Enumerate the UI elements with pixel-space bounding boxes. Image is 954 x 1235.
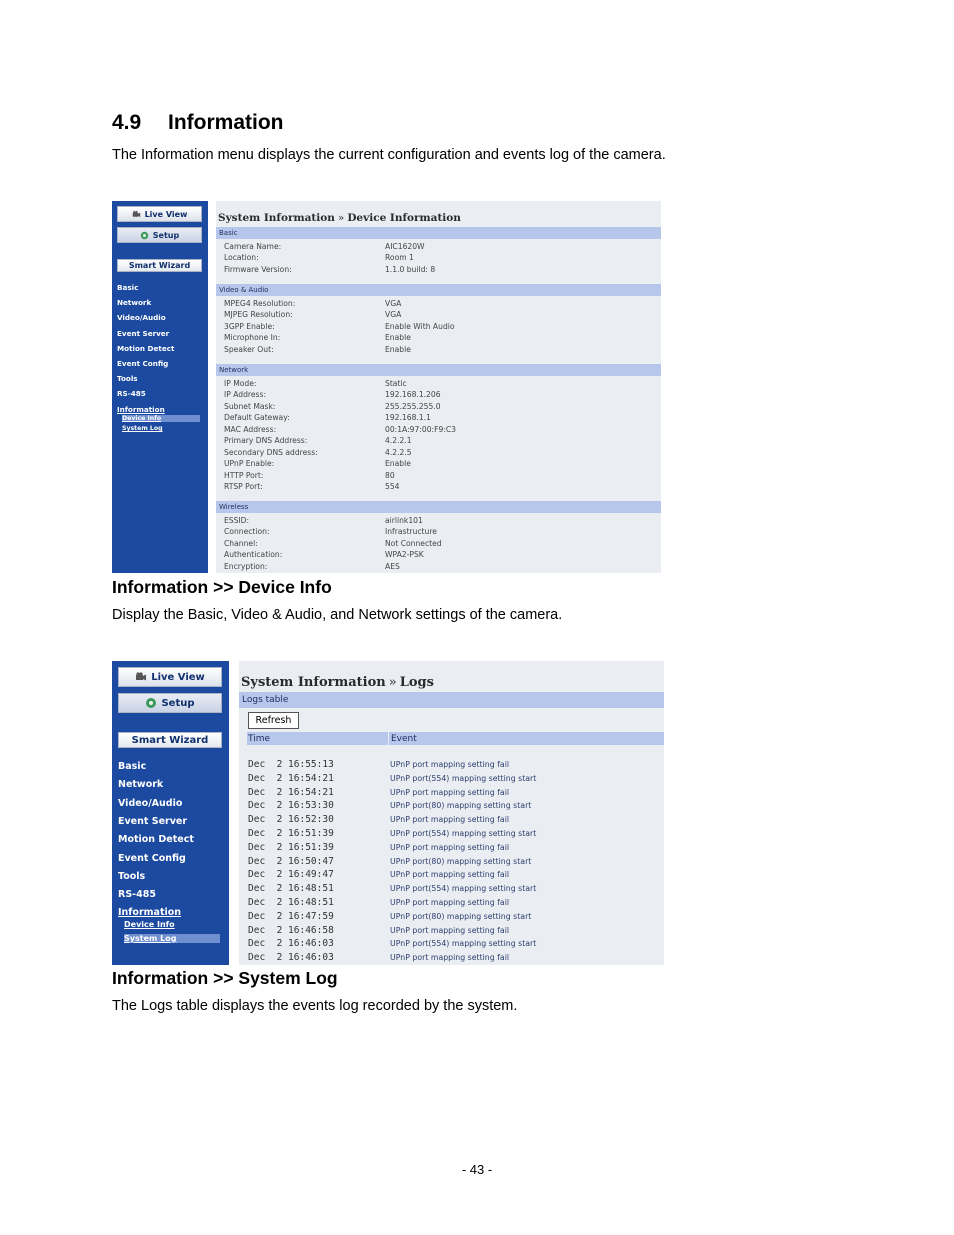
info-row: [224, 390, 654, 401]
info-row: [224, 436, 654, 447]
nav-item-rs-485[interactable]: RS-485: [118, 889, 156, 901]
intro-paragraph: The Information menu displays the current configuration and events log of the camera.: [112, 147, 666, 163]
nav-item-basic[interactable]: Basic: [117, 283, 139, 292]
log-time: Dec 2 16:51:39: [248, 828, 334, 839]
log-row: [248, 952, 658, 965]
info-row: [224, 253, 654, 264]
log-time: Dec 2 16:54:21: [248, 772, 334, 784]
setup-button[interactable]: [118, 693, 222, 713]
info-row: [224, 265, 654, 276]
info-row: [224, 448, 654, 459]
info-label: Secondary DNS address:: [224, 447, 318, 457]
info-row: [224, 425, 654, 436]
title-separator: »: [388, 675, 397, 690]
title-device-information: Device Information: [347, 212, 461, 224]
info-value: VGA: [385, 299, 402, 308]
device-info-paragraph: Display the Basic, Video & Audio, and Network settings of the camera.: [112, 607, 563, 623]
log-row: [248, 814, 658, 827]
info-value: AIC1620W: [385, 242, 425, 251]
camera-icon: [135, 671, 147, 683]
info-label: MJPEG Resolution:: [224, 310, 293, 320]
nav-item-event-server[interactable]: Event Server: [118, 815, 188, 827]
info-label: Speaker Out:: [224, 344, 274, 354]
log-time: Dec 2 16:46:58: [248, 924, 334, 936]
log-event: UPnP port(80) mapping setting start: [390, 801, 532, 811]
setup-label: Setup: [152, 230, 180, 240]
device-info-screenshot: [112, 201, 661, 573]
info-value: 4.2.2.1: [385, 436, 412, 446]
nav-item-tools[interactable]: Tools: [117, 374, 138, 384]
info-row: [224, 482, 654, 493]
nav-item-event-server[interactable]: Event Server: [117, 328, 170, 338]
refresh-button[interactable]: Refresh: [248, 712, 299, 729]
log-event: UPnP port mapping setting fail: [390, 953, 510, 963]
info-value: 00:1A:97:00:F9:C3: [385, 424, 457, 434]
info-label: Subnet Mask:: [224, 401, 276, 411]
log-event: UPnP port(554) mapping setting start: [390, 939, 537, 949]
log-time: Dec 2 16:53:30: [248, 800, 334, 812]
nav-item-event-config[interactable]: Event Config: [118, 852, 186, 864]
info-value: AES: [385, 561, 400, 571]
title-separator: »: [337, 212, 345, 224]
nav-sub-system-log[interactable]: System Log: [124, 934, 220, 943]
log-row: [248, 897, 658, 910]
log-time: Dec 2 16:52:30: [248, 814, 334, 826]
log-row: [248, 856, 658, 869]
info-row: [224, 527, 654, 538]
info-label: RTSP Port:: [224, 482, 263, 492]
log-row: [248, 883, 658, 896]
info-row: [224, 242, 654, 253]
live-view-button[interactable]: [118, 667, 222, 687]
info-row: [224, 539, 654, 550]
setup-label: Setup: [161, 697, 195, 709]
log-event: UPnP port mapping setting fail: [390, 842, 510, 852]
title-system-information: System Information: [218, 212, 335, 224]
log-event: UPnP port(554) mapping setting start: [390, 829, 537, 838]
logs-table-header: [247, 732, 664, 745]
info-value: WPA2-PSK: [385, 550, 424, 560]
camera-icon: [132, 210, 141, 219]
nav-item-motion-detect[interactable]: Motion Detect: [118, 834, 194, 846]
live-view-label: Live View: [151, 671, 205, 683]
info-row: [224, 516, 654, 527]
log-time: Dec 2 16:55:13: [248, 759, 334, 770]
sidebar: [112, 661, 229, 965]
section-bar-video-audio: Video & Audio: [216, 284, 661, 296]
info-row: [224, 459, 654, 470]
info-label: Camera Name:: [224, 242, 282, 251]
nav-sub-device-info[interactable]: Device Info: [124, 920, 175, 930]
log-time: Dec 2 16:51:39: [248, 841, 334, 853]
log-row: [248, 911, 658, 924]
info-value: Infrastructure: [385, 527, 437, 537]
info-label: Connection:: [224, 527, 270, 537]
info-label: IP Address:: [224, 390, 267, 400]
info-label: Primary DNS Address:: [224, 436, 308, 446]
logs-panel: [239, 661, 664, 965]
setup-button[interactable]: [117, 227, 202, 243]
nav-item-video-audio[interactable]: Video/Audio: [118, 797, 183, 809]
section-bar-wireless: Wireless: [216, 501, 661, 513]
log-event: UPnP port mapping setting fail: [390, 815, 510, 825]
info-label: Encryption:: [224, 561, 268, 571]
nav-item-event-config[interactable]: Event Config: [117, 359, 169, 368]
sidebar: [112, 201, 208, 573]
section-number: 4.9: [112, 111, 142, 134]
live-view-label: Live View: [144, 209, 188, 219]
smart-wizard-button[interactable]: Smart Wizard: [118, 732, 222, 748]
info-label: Channel:: [224, 538, 258, 548]
column-header-event: Event: [388, 732, 417, 745]
caption-device-info: Information >> Device Info: [112, 577, 332, 597]
nav-sub-system-log[interactable]: System Log: [122, 425, 163, 433]
info-label: UPnP Enable:: [224, 459, 275, 469]
system-log-paragraph: The Logs table displays the events log recorded by the system.: [112, 998, 518, 1014]
info-value: 4.2.2.5: [385, 447, 412, 457]
section-title: Information: [168, 111, 284, 134]
info-row: [224, 562, 654, 573]
info-value: Not Connected: [385, 538, 442, 548]
setup-icon: [140, 231, 149, 240]
log-row: [248, 938, 658, 951]
info-value: Static: [385, 379, 407, 388]
column-header-time: Time: [248, 733, 271, 744]
log-row: [248, 773, 658, 786]
info-value: 1.1.0 build: 8: [385, 264, 436, 274]
info-label: HTTP Port:: [224, 470, 264, 480]
info-row: [224, 322, 654, 333]
smart-wizard-button[interactable]: Smart Wizard: [117, 259, 202, 272]
info-label: 3GPP Enable:: [224, 321, 275, 331]
info-label: Default Gateway:: [224, 413, 290, 423]
info-value: 554: [385, 482, 400, 492]
info-label: Firmware Version:: [224, 264, 292, 274]
info-value: 192.168.1.206: [385, 390, 441, 400]
log-time: Dec 2 16:46:03: [248, 952, 334, 964]
log-event: UPnP port(554) mapping setting start: [390, 884, 537, 894]
log-time: Dec 2 16:48:51: [248, 883, 334, 895]
info-row: [224, 402, 654, 413]
nav-sub-device-info[interactable]: Device Info: [122, 415, 200, 422]
setup-icon: [145, 697, 157, 709]
logs-table-bar: Logs table: [239, 692, 664, 708]
nav-item-information[interactable]: Information: [117, 404, 165, 414]
info-label: Location:: [224, 253, 259, 263]
log-event: UPnP port(80) mapping setting start: [390, 911, 532, 921]
info-value: 255.255.255.0: [385, 401, 441, 411]
log-time: Dec 2 16:49:47: [248, 869, 334, 881]
info-value: VGA: [385, 310, 402, 320]
nav-item-information[interactable]: Information: [118, 907, 182, 919]
info-label: Microphone In:: [224, 333, 281, 343]
caption-system-log: Information >> System Log: [112, 968, 338, 988]
log-event: UPnP port mapping setting fail: [390, 898, 510, 907]
info-label: MAC Address:: [224, 424, 277, 434]
log-row: [248, 925, 658, 938]
info-value: Enable: [385, 333, 411, 343]
title-system-information: System Information: [241, 675, 386, 690]
nav-item-network[interactable]: Network: [117, 298, 152, 308]
page-title: [241, 675, 434, 690]
log-time: Dec 2 16:47:59: [248, 910, 334, 922]
live-view-button[interactable]: [117, 206, 202, 222]
log-row: [248, 828, 658, 841]
info-value: airlink101: [385, 516, 423, 525]
log-event: UPnP port mapping setting fail: [390, 925, 510, 935]
nav-item-network[interactable]: Network: [118, 779, 164, 791]
log-row: [248, 869, 658, 882]
nav-item-basic[interactable]: Basic: [118, 761, 147, 772]
info-row: [224, 471, 654, 482]
section-bar-network: Network: [216, 364, 661, 376]
info-label: Authentication:: [224, 550, 283, 560]
log-row: [248, 800, 658, 813]
system-log-screenshot: [112, 661, 664, 965]
info-value: Enable With Audio: [385, 321, 455, 331]
device-info-panel: [216, 201, 661, 573]
log-event: UPnP port mapping setting fail: [390, 760, 510, 769]
info-row: [224, 413, 654, 424]
nav-item-tools[interactable]: Tools: [118, 870, 146, 882]
info-label: ESSID:: [224, 516, 250, 525]
section-heading: [112, 111, 284, 135]
log-event: UPnP port(80) mapping setting start: [390, 856, 532, 866]
section-bar-basic: Basic: [216, 227, 661, 239]
title-logs: Logs: [399, 675, 434, 690]
info-row: [224, 310, 654, 321]
nav-item-rs-485[interactable]: RS-485: [117, 389, 146, 399]
nav-item-video-audio[interactable]: Video/Audio: [117, 313, 166, 323]
info-value: Enable: [385, 344, 411, 354]
log-event: UPnP port mapping setting fail: [390, 787, 510, 797]
log-time: Dec 2 16:46:03: [248, 938, 334, 950]
info-value: 192.168.1.1: [385, 413, 431, 423]
log-row: [248, 787, 658, 800]
info-row: [224, 550, 654, 561]
info-label: MPEG4 Resolution:: [224, 299, 296, 308]
page-title: [218, 212, 461, 224]
log-event: UPnP port mapping setting fail: [390, 870, 510, 880]
page-number: - 43 -: [461, 1162, 493, 1177]
log-time: Dec 2 16:50:47: [248, 855, 334, 867]
log-time: Dec 2 16:48:51: [248, 897, 334, 908]
info-value: Enable: [385, 459, 411, 469]
info-row: [224, 299, 654, 310]
log-event: UPnP port(554) mapping setting start: [390, 773, 537, 783]
log-row: [248, 842, 658, 855]
info-value: 80: [385, 470, 395, 480]
info-row: [224, 333, 654, 344]
log-time: Dec 2 16:54:21: [248, 786, 334, 798]
info-row: [224, 379, 654, 390]
info-label: IP Mode:: [224, 379, 257, 388]
log-row: [248, 759, 658, 772]
nav-item-motion-detect[interactable]: Motion Detect: [117, 343, 175, 353]
info-value: Room 1: [385, 253, 414, 263]
info-row: [224, 345, 654, 356]
